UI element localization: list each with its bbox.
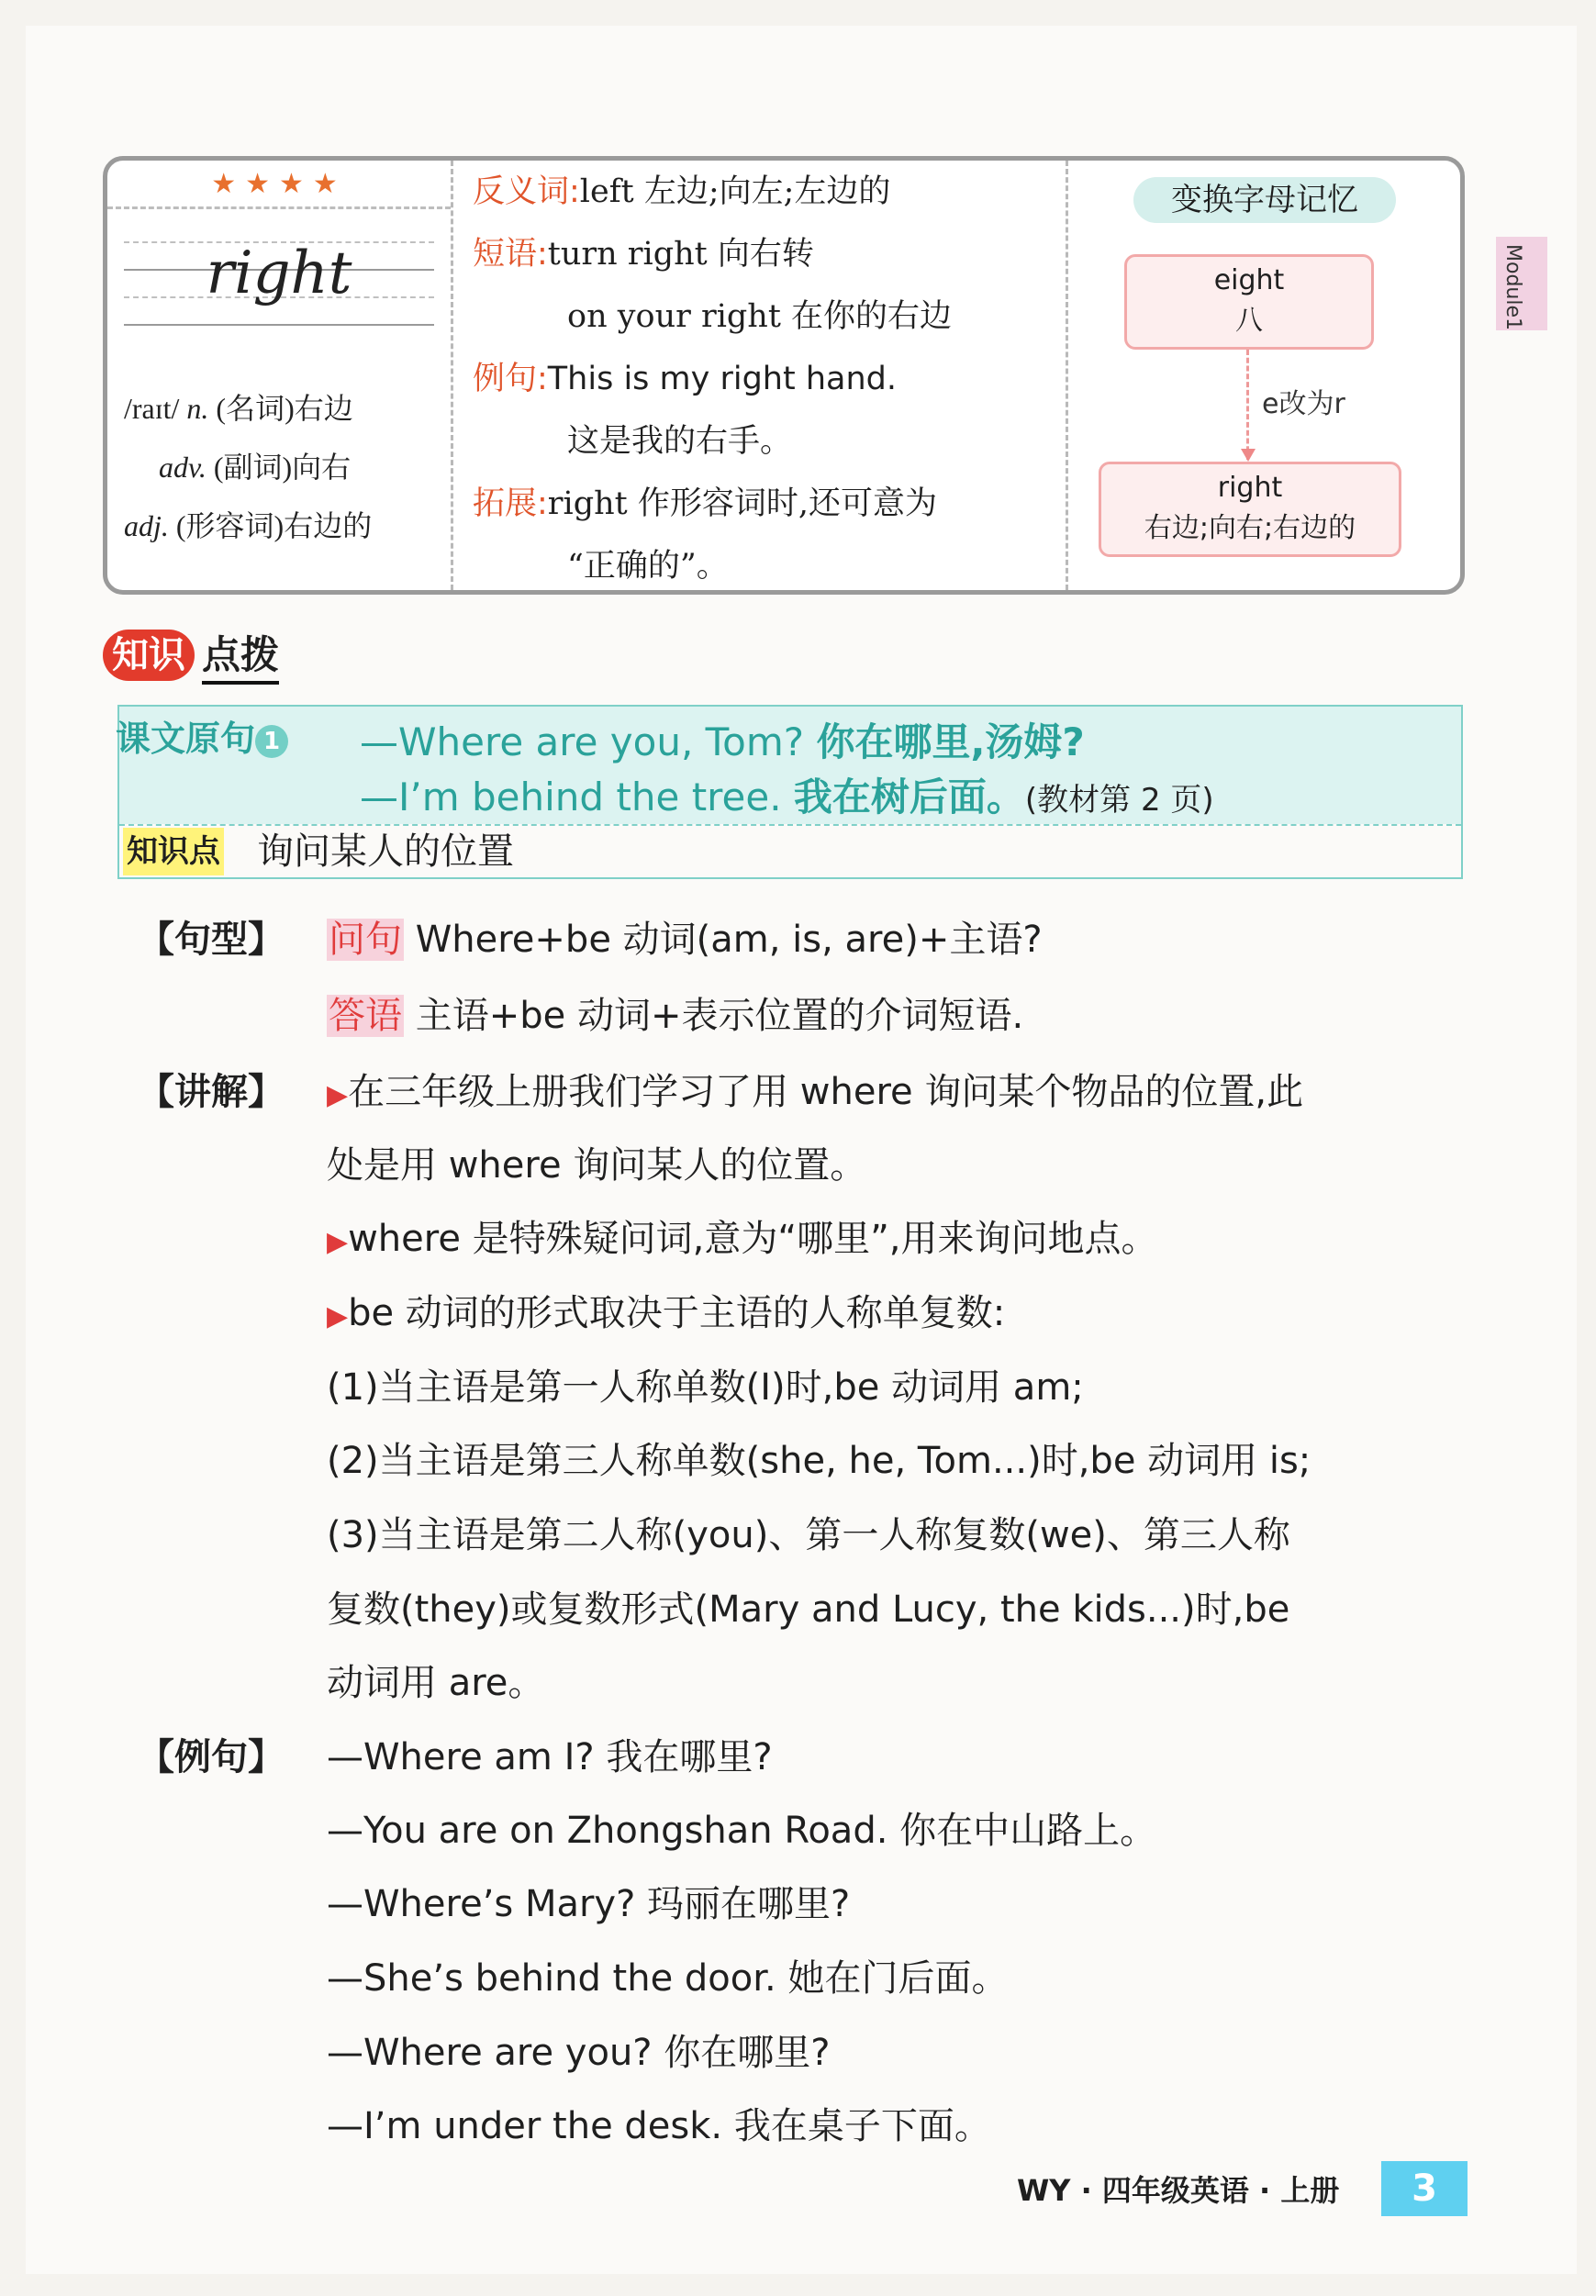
memo-title: 变换字母记忆 bbox=[1133, 177, 1396, 223]
handwriting-lines bbox=[124, 232, 434, 342]
example-chinese: 这是我的右手。 bbox=[567, 423, 793, 460]
line2-english: —I’m behind the tree. bbox=[360, 775, 782, 819]
example-line: —Where’s Mary? 玛丽在哪里? bbox=[327, 1883, 851, 1925]
memo-from-meaning: 八 bbox=[1235, 305, 1263, 337]
memo-from-box bbox=[1124, 254, 1374, 350]
tag-label: 课文原句 bbox=[116, 719, 256, 759]
antonym-label: 反义词: bbox=[473, 173, 580, 210]
explain-line: (1)当主语是第一人称单数(I)时,be 动词用 am; bbox=[327, 1366, 1084, 1409]
phrase-label: 短语: bbox=[473, 236, 548, 273]
module-tab-label: Module1 bbox=[1501, 244, 1524, 330]
section-heading bbox=[103, 630, 279, 685]
tag-number: 1 bbox=[255, 725, 288, 758]
antonym: left 左边;向左;左边的 bbox=[579, 173, 891, 210]
section-pill: 知识 bbox=[103, 630, 195, 681]
answer-tag: 答语 bbox=[329, 995, 402, 1037]
phrase-1: turn right 向右转 bbox=[547, 236, 814, 273]
question-text: Where+be 动词(am, is, are)+主语? bbox=[415, 919, 1043, 961]
explain-line: ▶be 动词的形式取决于主语的人称单复数: bbox=[327, 1292, 1006, 1334]
knowledge-point-text: 询问某人的位置 bbox=[257, 830, 514, 873]
memo-to-box bbox=[1099, 462, 1401, 557]
example-line: —You are on Zhongshan Road. 你在中山路上。 bbox=[327, 1810, 1157, 1852]
extend-1: right 作形容词时,还可意为 bbox=[547, 485, 937, 522]
line1-english: —Where are you, Tom? bbox=[360, 719, 805, 764]
line2-chinese: 我在树后面。 bbox=[793, 775, 1025, 819]
sentence-line-2 bbox=[360, 767, 1214, 822]
answer-pattern bbox=[327, 986, 1023, 1039]
pattern-label: 【句型】 bbox=[138, 919, 285, 961]
question-pattern bbox=[327, 910, 1043, 963]
example-english: This is my right hand. bbox=[547, 361, 897, 397]
explain-text: 在三年级上册我们学习了用 where 询问某个物品的位置,此 bbox=[348, 1071, 1304, 1113]
phrase-2: on your right 在你的右边 bbox=[567, 298, 953, 335]
def-adjective: (形容词)右边的 bbox=[175, 509, 373, 542]
example-label: 例句: bbox=[473, 361, 548, 397]
explain-line: ▶在三年级上册我们学习了用 where 询问某个物品的位置,此 bbox=[327, 1071, 1304, 1113]
question-tag: 问句 bbox=[329, 919, 402, 961]
footer-title: WY · 四年级英语 · 上册 bbox=[1017, 2173, 1340, 2208]
memo-to-word: right bbox=[1217, 472, 1283, 504]
explain-text: where 是特殊疑问词,意为“哪里”,用来询问地点。 bbox=[348, 1218, 1158, 1260]
pos-adverb: adv. bbox=[159, 451, 206, 484]
definitions bbox=[124, 379, 441, 555]
text-sentence-box bbox=[117, 705, 1463, 879]
headword: right bbox=[206, 240, 352, 307]
pos-adjective: adj. bbox=[124, 509, 169, 542]
answer-text: 主语+be 动词+表示位置的介词短语. bbox=[415, 995, 1024, 1037]
divider bbox=[107, 206, 451, 209]
memo-from-word: eight bbox=[1213, 264, 1285, 296]
def-noun: (名词)右边 bbox=[216, 392, 353, 425]
explain-label: 【讲解】 bbox=[138, 1071, 285, 1113]
module-tab bbox=[1496, 237, 1547, 330]
knowledge-point-tag: 知识点 bbox=[123, 828, 224, 875]
sentence-line-1 bbox=[360, 712, 1085, 767]
explain-line: (3)当主语是第二人称(you)、第一人称复数(we)、第三人称 bbox=[327, 1514, 1290, 1556]
example-line: —Where am I? 我在哪里? bbox=[327, 1736, 773, 1778]
def-adverb: (副词)向右 bbox=[213, 451, 352, 484]
pos-noun: n. bbox=[186, 392, 209, 425]
card-divider bbox=[1066, 161, 1068, 590]
example-line: —She’s behind the door. 她在门后面。 bbox=[327, 1957, 1009, 2000]
extend-2: “正确的”。 bbox=[567, 548, 729, 585]
explain-line: 处是用 where 询问某人的位置。 bbox=[327, 1144, 867, 1187]
explain-line: (2)当主语是第三人称单数(she, he, Tom...)时,be 动词用 is; bbox=[327, 1440, 1311, 1482]
difficulty-stars: ★★★★ bbox=[211, 168, 347, 200]
memo-to-meaning: 右边;向右;右边的 bbox=[1144, 512, 1356, 544]
arrow-down-icon bbox=[1246, 350, 1249, 460]
explain-text: be 动词的形式取决于主语的人称单复数: bbox=[348, 1292, 1006, 1334]
page-number: 3 bbox=[1381, 2161, 1468, 2216]
example-line: —Where are you? 你在哪里? bbox=[327, 2032, 831, 2074]
text-sentence-tag bbox=[116, 710, 288, 761]
line1-chinese: 你在哪里,汤姆? bbox=[816, 719, 1085, 764]
word-details bbox=[473, 161, 1060, 597]
page-reference: (教材第 2 页) bbox=[1024, 782, 1214, 819]
card-divider bbox=[451, 161, 453, 590]
phonetic: /raɪt/ bbox=[124, 392, 180, 425]
explain-line: ▶where 是特殊疑问词,意为“哪里”,用来询问地点。 bbox=[327, 1218, 1158, 1260]
examples-label: 【例句】 bbox=[138, 1736, 285, 1778]
explain-line: 复数(they)或复数形式(Mary and Lucy, the kids...)时,be bbox=[327, 1588, 1290, 1631]
section-title: 点拨 bbox=[202, 630, 279, 685]
explain-line: 动词用 are。 bbox=[327, 1662, 545, 1704]
word-card bbox=[103, 156, 1465, 595]
extend-label: 拓展: bbox=[473, 485, 548, 522]
example-line: —I’m under the desk. 我在桌子下面。 bbox=[327, 2105, 991, 2147]
memo-change: e改为r bbox=[1262, 388, 1345, 420]
